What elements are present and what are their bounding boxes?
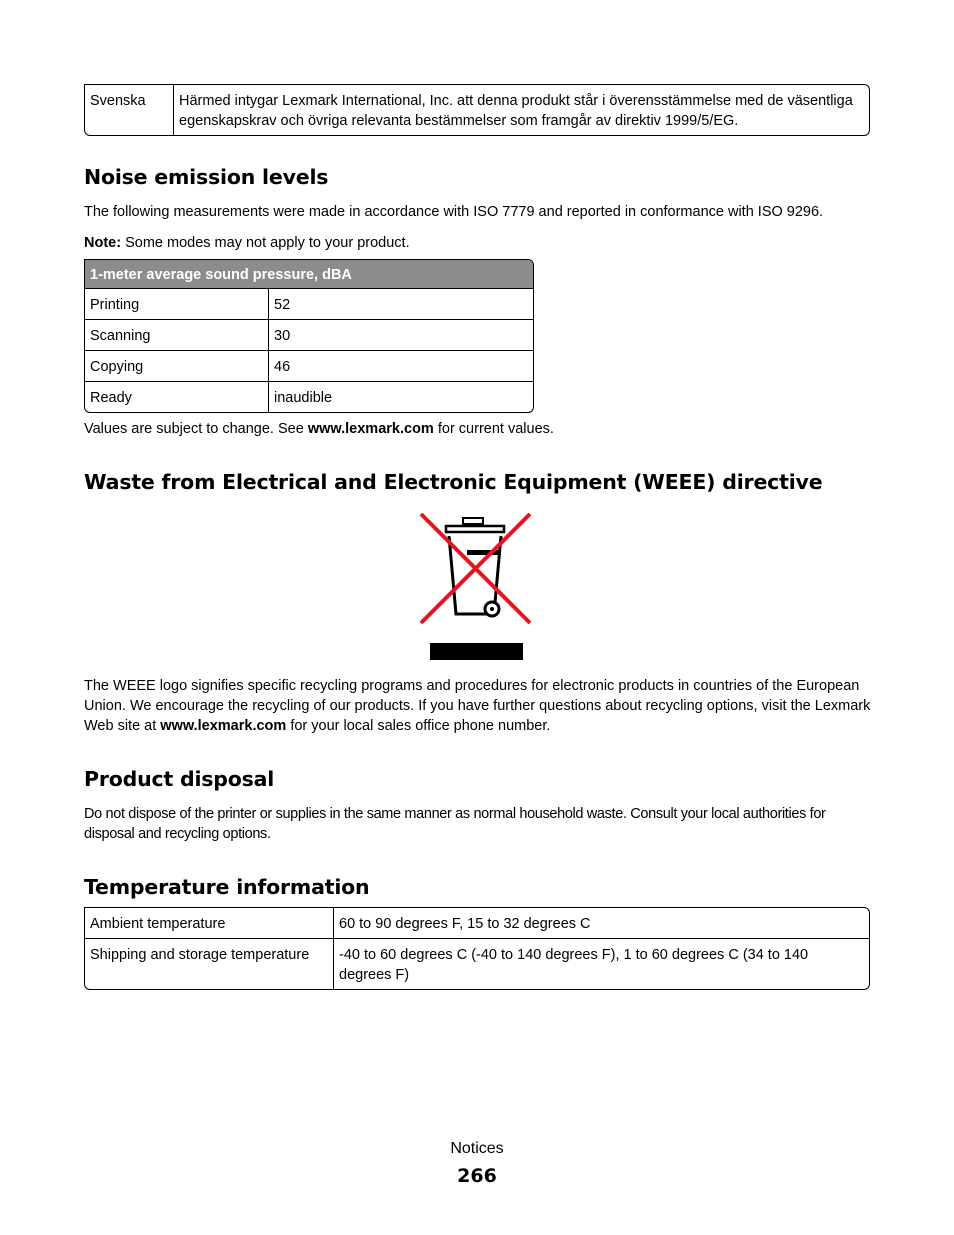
weee-crossed-bin-icon — [416, 510, 538, 662]
value-cell: 52 — [269, 289, 533, 320]
note-label: Note: — [84, 235, 122, 251]
table-row — [85, 320, 533, 351]
lexmark-link[interactable]: www.lexmark.com — [160, 718, 287, 734]
value-cell: 46 — [269, 351, 533, 382]
weee-heading: Waste from Electrical and Electronic Equipment (WEEE) directive — [84, 470, 823, 494]
temperature-heading: Temperature information — [84, 875, 370, 899]
disposal-heading: Product disposal — [84, 767, 275, 791]
footer-text: for current values. — [433, 421, 554, 437]
table-header-row — [85, 260, 533, 289]
temperature-table — [84, 907, 870, 990]
noise-footer — [84, 419, 554, 439]
table-row — [85, 85, 869, 135]
table-header: 1-meter average sound pressure, dBA — [85, 260, 533, 289]
mode-cell: Copying — [85, 351, 269, 382]
noise-intro: The following measurements were made in accordance with ISO 7779 and reported in conformance with ISO 9296. — [84, 204, 824, 220]
note-text: Some modes may not apply to your product. — [121, 235, 410, 251]
footer-section: Notices — [450, 1140, 504, 1157]
temp-label-cell: Ambient temperature — [85, 908, 334, 939]
value-cell: inaudible — [274, 390, 333, 406]
temp-label-cell: Shipping and storage temperature — [85, 939, 334, 989]
table-row — [85, 939, 869, 989]
temp-value-cell: 60 to 90 degrees F, 15 to 32 degrees C — [334, 908, 869, 939]
mode-cell: Scanning — [85, 320, 269, 351]
weee-text: for your local sales office phone number. — [286, 718, 551, 734]
mode-cell: Ready — [85, 382, 269, 412]
page-number: 266 — [457, 1165, 497, 1187]
noise-table — [84, 259, 534, 413]
table-row — [85, 908, 869, 939]
table-row — [85, 289, 533, 320]
footer-text: Values are subject to change. See — [84, 421, 308, 437]
disposal-text: Do not dispose of the printer or supplies in the same manner as normal household waste. Consult your local authorities for disposal and recycling options. — [84, 806, 826, 842]
table-row — [85, 382, 533, 412]
language-cell: Svenska — [85, 85, 174, 135]
weee-paragraph — [84, 676, 874, 736]
temp-value-cell: -40 to 60 degrees C (-40 to 140 degrees F), 1 to 60 degrees C (34 to 140 degrees F) — [339, 947, 809, 983]
compliance-table — [84, 84, 870, 136]
mode-cell: Printing — [85, 289, 269, 320]
declaration-cell: Härmed intygar Lexmark International, Inc. att denna produkt står i överensstämmelse med de väsentliga egenskapskrav och övriga relevanta bestämmelser som framgår av direktiv 1999/5/EG. — [179, 93, 853, 129]
table-row — [85, 351, 533, 382]
noise-heading: Noise emission levels — [84, 165, 329, 189]
value-cell: 30 — [269, 320, 533, 351]
noise-note — [84, 233, 410, 253]
weee-text: The WEEE logo signifies specific recycling programs and procedures for electronic products in countries of the European Union. We encourage the recycling of our products. If you have further questions about recycling options, visit the Lexmark Web site at — [84, 678, 871, 734]
lexmark-link[interactable]: www.lexmark.com — [307, 421, 434, 437]
